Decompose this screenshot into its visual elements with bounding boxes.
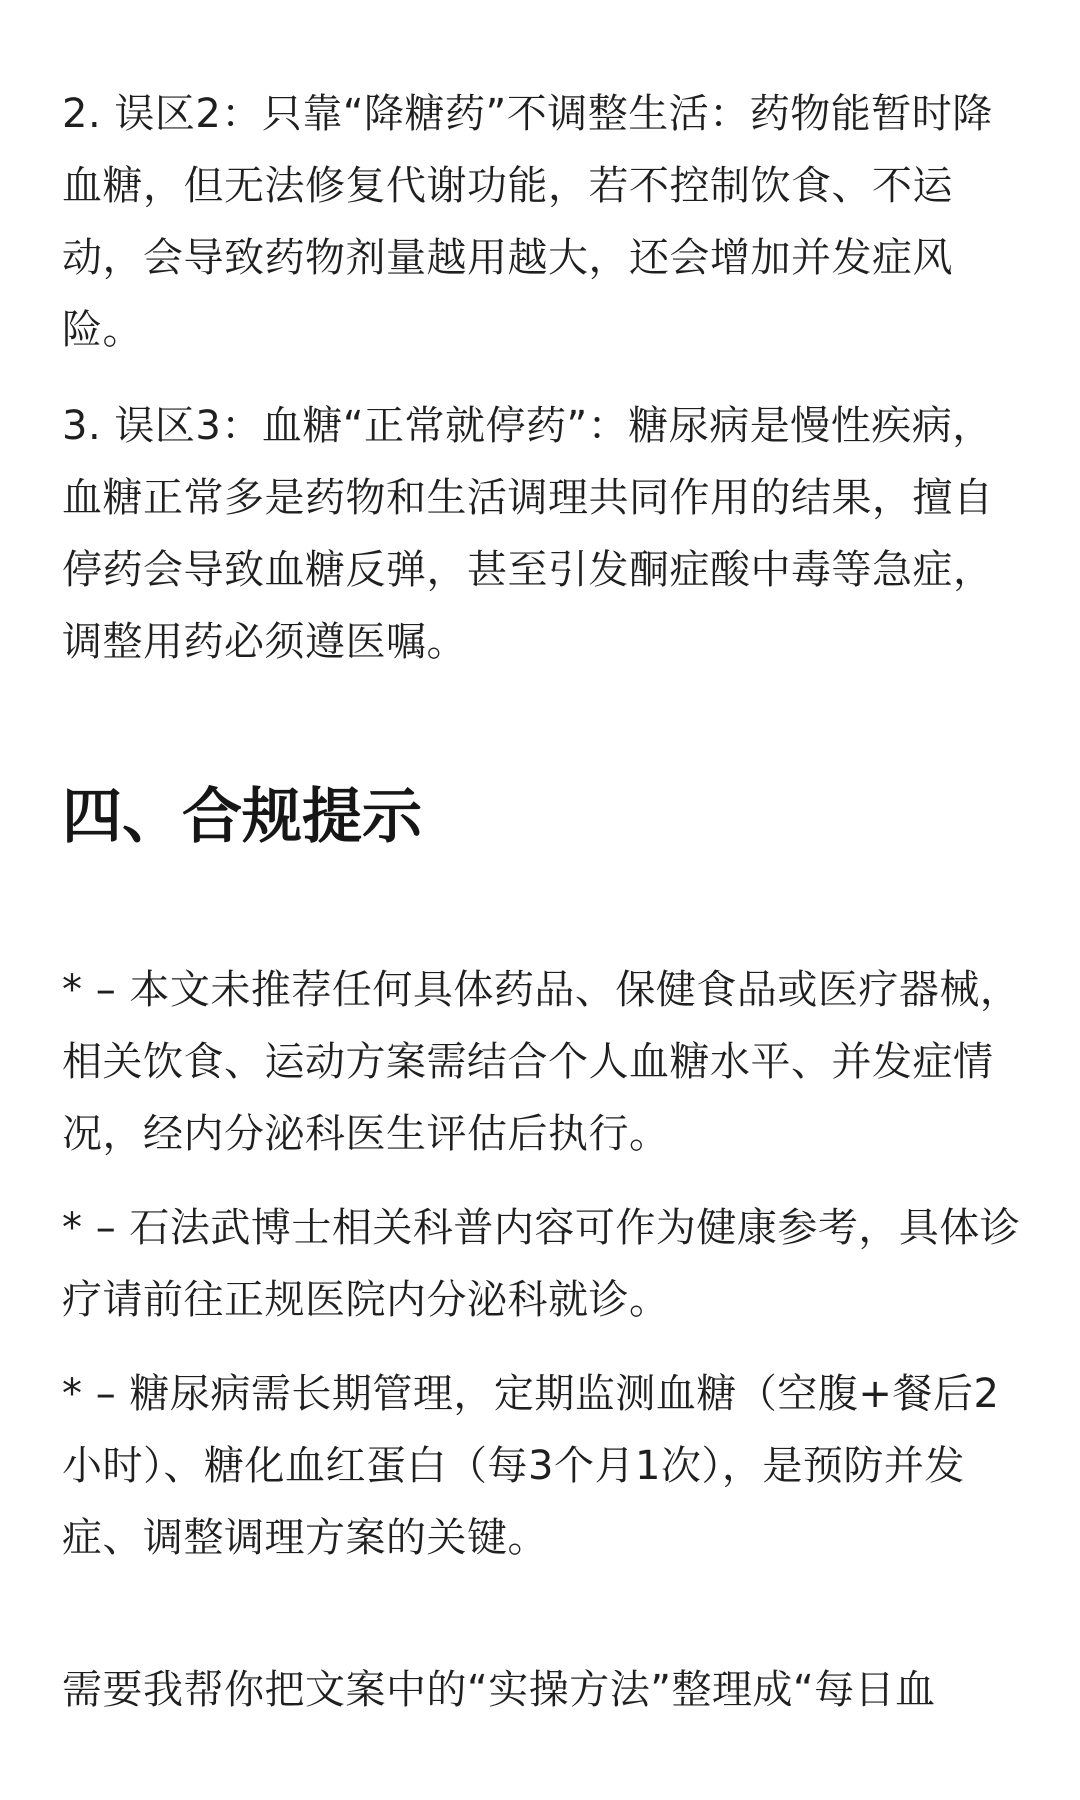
notice-item: * – 本文未推荐任何具体药品、保健食品或医疗器械，相关饮食、运动方案需结合个人血糖水平、并发症情况，经内分泌科医生评估后执行。 xyxy=(62,967,1021,1157)
section-title: 四、合规提示 xyxy=(62,782,422,852)
closing-paragraph: 需要我帮你把文案中的“实操方法”整理成“每日血 xyxy=(62,1667,936,1713)
notice-item: * – 糖尿病需长期管理，定期监测血糖（空腹+餐后2小时）、糖化血红蛋白（每3个月1次），是预防并发症、调整调理方案的关键。 xyxy=(62,1371,1000,1561)
article-body xyxy=(62,78,1022,1726)
myth-2-paragraph: 2. 误区2：只靠“降糖药”不调整生活：药物能暂时降血糖，但无法修复代谢功能，若不控制饮食、不运动，会导致药物剂量越用越大，还会增加并发症风险。 xyxy=(62,91,993,353)
notice-item: * – 石法武博士相关科普内容可作为健康参考，具体诊疗请前往正规医院内分泌科就诊。 xyxy=(62,1205,1021,1323)
compliance-notice-list xyxy=(62,954,1022,1574)
myth-3-paragraph: 3. 误区3：血糖“正常就停药”：糖尿病是慢性疾病，血糖正常多是药物和生活调理共同作用的结果，擅自停药会导致血糖反弹，甚至引发酮症酸中毒等急症，调整用药必须遵医嘱。 xyxy=(62,403,994,665)
